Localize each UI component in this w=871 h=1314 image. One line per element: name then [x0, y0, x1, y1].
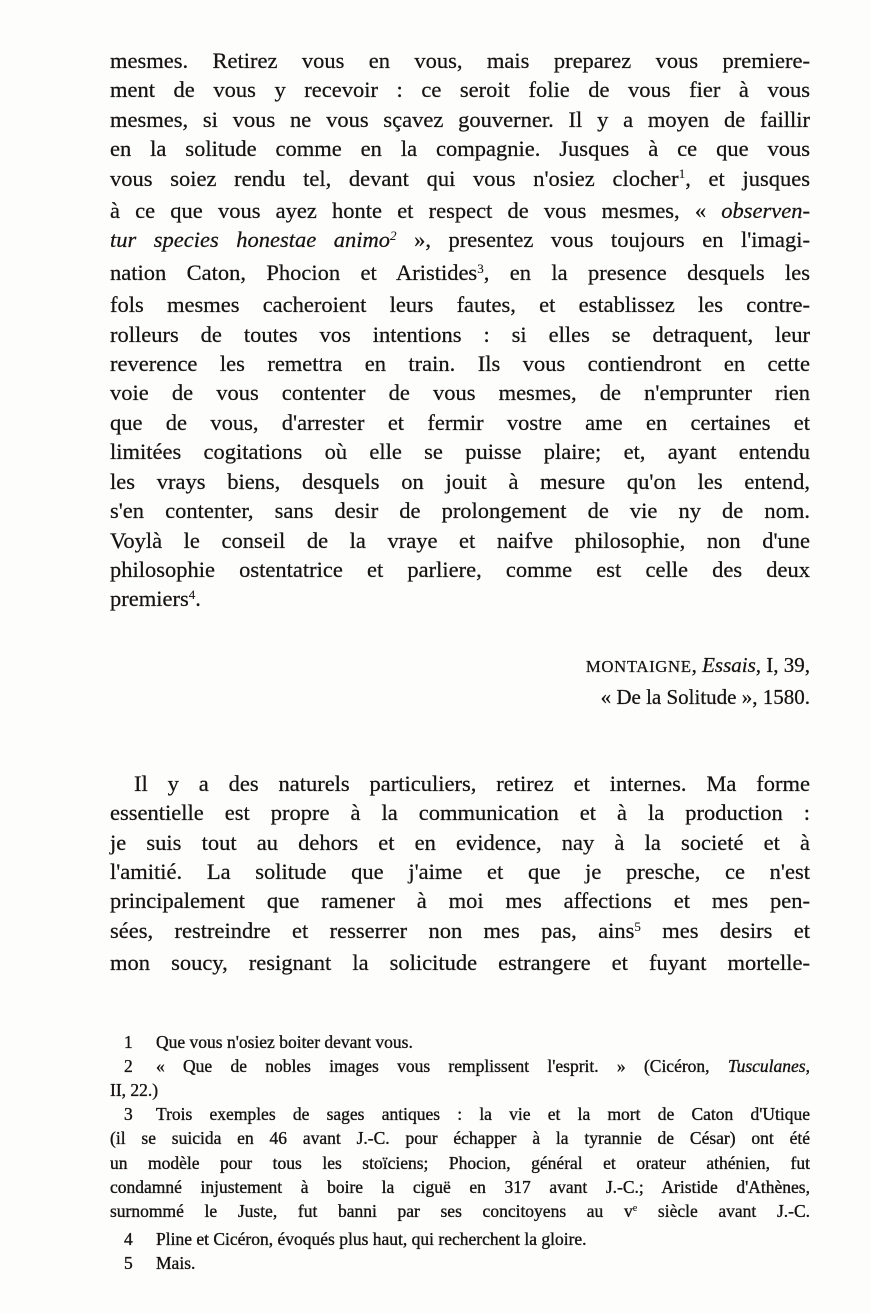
text-line — [110, 1227, 810, 1251]
text-segment: », presentez vous toujours en l'imagi- — [396, 227, 810, 253]
text-segment: mes desirs et — [640, 917, 811, 943]
text-segment: ment de vous y recevoir : ce seroit folie de vous fier à vous — [110, 77, 810, 103]
text-segment: , I, 39, — [755, 652, 810, 677]
text-line — [110, 1199, 810, 1227]
text-line — [110, 1078, 810, 1102]
text-line — [110, 164, 810, 196]
text-segment: « Que de nobles images vous remplissent l'esprit. » (Cicéron, — [156, 1055, 728, 1076]
text-line — [110, 526, 810, 555]
text-line — [110, 75, 810, 104]
footnotes-section — [110, 1030, 810, 1276]
text-line — [110, 290, 810, 319]
text-segment: Tusculanes — [727, 1055, 806, 1076]
text-segment: II, 22.) — [110, 1079, 159, 1100]
paragraph-commentary — [110, 769, 810, 978]
text-line — [110, 437, 810, 466]
text-segment: s'en contenter, sans desir de prolongement de vie ny de nom. — [110, 498, 810, 524]
text-line — [110, 650, 810, 682]
text-segment: mon soucy, resignant la solicitude estrangere et fuyant mortelle- — [110, 950, 810, 976]
text-segment: fols mesmes cacheroient leurs fautes, et establissez les contre- — [110, 292, 810, 318]
text-line — [110, 769, 810, 798]
text-line — [110, 828, 810, 857]
footnote-reference: 4 — [188, 587, 196, 603]
text-segment: (il se suicida en 46 avant J.-C. pour échapper à la tyrannie de César) ont été — [110, 1128, 810, 1149]
text-segment: Trois exemples de sages antiques : la vie et la mort de Caton d'Utique — [156, 1104, 810, 1125]
text-segment: Que vous n'osiez boiter devant vous. — [156, 1031, 413, 1052]
text-segment: Il y a des naturels particuliers, retirez et internes. Ma forme — [134, 770, 810, 796]
text-line — [110, 1251, 810, 1275]
text-line — [110, 798, 810, 827]
footnote-number: 2 — [124, 1055, 133, 1076]
text-segment: « De la Solitude », 1580. — [600, 684, 810, 709]
footnote-reference: e — [632, 1203, 638, 1215]
text-segment: sées, restreindre et resserrer non mes pas, ains — [110, 917, 635, 943]
text-segment: principalement que ramener à moi mes affections et mes pen- — [110, 888, 810, 914]
text-segment: un modèle pour tous les stoïciens; Phocion, général et orateur athénien, fut — [110, 1152, 810, 1173]
text-block — [110, 46, 810, 1276]
text-line — [110, 1151, 810, 1175]
text-segment: , — [691, 652, 703, 677]
footnote-reference: 1 — [678, 166, 686, 182]
text-line — [110, 916, 810, 948]
text-line — [110, 555, 810, 584]
text-line — [110, 196, 810, 225]
text-segment: , — [805, 1055, 810, 1076]
text-segment: en la solitude comme en la compagnie. Jusques à ce que vous — [110, 136, 810, 162]
text-segment: condamné injustement à boire la ciguë en 317 avant J.-C.; Aristide d'Athènes, — [110, 1176, 810, 1197]
text-segment: reverence les remettra en train. Ils vous contiendront en cette — [110, 351, 810, 377]
text-line — [110, 258, 810, 290]
text-line — [110, 46, 810, 75]
text-segment: . — [195, 586, 201, 612]
text-segment: à ce que vous ayez honte et respect de vous mesmes, « — [110, 198, 722, 224]
text-segment: vous soiez rendu tel, devant qui vous n'osiez clocher — [110, 165, 679, 191]
text-segment: limitées cogitations où elle se puisse plaire; et, ayant entendu — [110, 439, 810, 465]
footnote-number: 3 — [124, 1104, 133, 1125]
text-segment: Mais. — [156, 1253, 196, 1274]
text-line — [110, 1175, 810, 1199]
footnote-number: 1 — [124, 1031, 133, 1052]
text-segment: nation Caton, Phocion et Aristides — [110, 259, 478, 285]
text-segment: Pline et Cicéron, évoqués plus haut, qui recherchent la gloire. — [156, 1229, 587, 1250]
text-segment: mesmes. Retirez vous en vous, mais preparez vous premiere- — [110, 48, 810, 73]
footnote-number: 4 — [124, 1229, 133, 1250]
text-segment: , et jusques — [685, 165, 810, 191]
text-line — [110, 320, 810, 349]
text-line — [110, 857, 810, 886]
text-segment: Essais — [702, 652, 756, 677]
text-line — [110, 1126, 810, 1150]
text-segment: voie de vous contenter de vous mesmes, de n'emprunter rien — [110, 380, 810, 406]
text-segment: premiers — [110, 586, 189, 612]
citation-attribution — [110, 650, 810, 712]
text-line — [110, 496, 810, 525]
text-line — [110, 467, 810, 496]
text-segment: MONTAIGNE — [585, 656, 692, 676]
text-segment: tur species honestae animo — [110, 227, 391, 253]
text-segment: mesmes, si vous ne vous sçavez gouverner. Il y a moyen de faillir — [110, 106, 810, 132]
text-segment: observen- — [721, 198, 810, 224]
text-line — [110, 1102, 810, 1126]
text-line — [110, 408, 810, 437]
text-segment: siècle avant J.-C. — [637, 1200, 811, 1221]
text-line — [110, 1054, 810, 1078]
footnote-reference: 5 — [634, 918, 641, 934]
text-line — [110, 225, 810, 257]
text-segment: Voylà le conseil de la vraye et naifve philosophie, non d'une — [110, 527, 810, 553]
text-segment: , en la presence desquels les — [483, 259, 810, 285]
text-segment: l'amitié. La solitude que j'aime et que je presche, ce n'est — [110, 858, 810, 884]
text-segment: rolleurs de toutes vos intentions : si elles se detraquent, leur — [110, 321, 810, 347]
text-line — [110, 105, 810, 134]
text-line — [110, 584, 810, 616]
text-line — [110, 682, 810, 712]
text-line — [110, 1030, 810, 1054]
text-line — [110, 134, 810, 163]
text-segment: que de vous, d'arrester et fermir vostre ame en certaines et — [110, 409, 810, 435]
footnote-reference: 2 — [390, 228, 397, 244]
text-segment: philosophie ostentatrice et parliere, comme est celle des deux — [110, 556, 810, 582]
text-segment: surnommé le Juste, fut banni par ses concitoyens au — [110, 1200, 624, 1221]
text-segment: essentielle est propre à la communication et à la production : — [110, 800, 810, 826]
text-segment: je suis tout au dehors et en evidence, nay à la societé et à — [110, 829, 810, 855]
footnote-number: 5 — [124, 1253, 133, 1274]
paragraph-montaigne-quote — [110, 46, 810, 617]
text-line — [110, 349, 810, 378]
text-segment: les vrays biens, desquels on jouit à mesure qu'on les entend, — [110, 468, 810, 494]
footnote-reference: 3 — [477, 260, 484, 276]
text-line — [110, 886, 810, 915]
text-line — [110, 948, 810, 977]
text-line — [110, 378, 810, 407]
text-segment: v — [623, 1200, 633, 1221]
